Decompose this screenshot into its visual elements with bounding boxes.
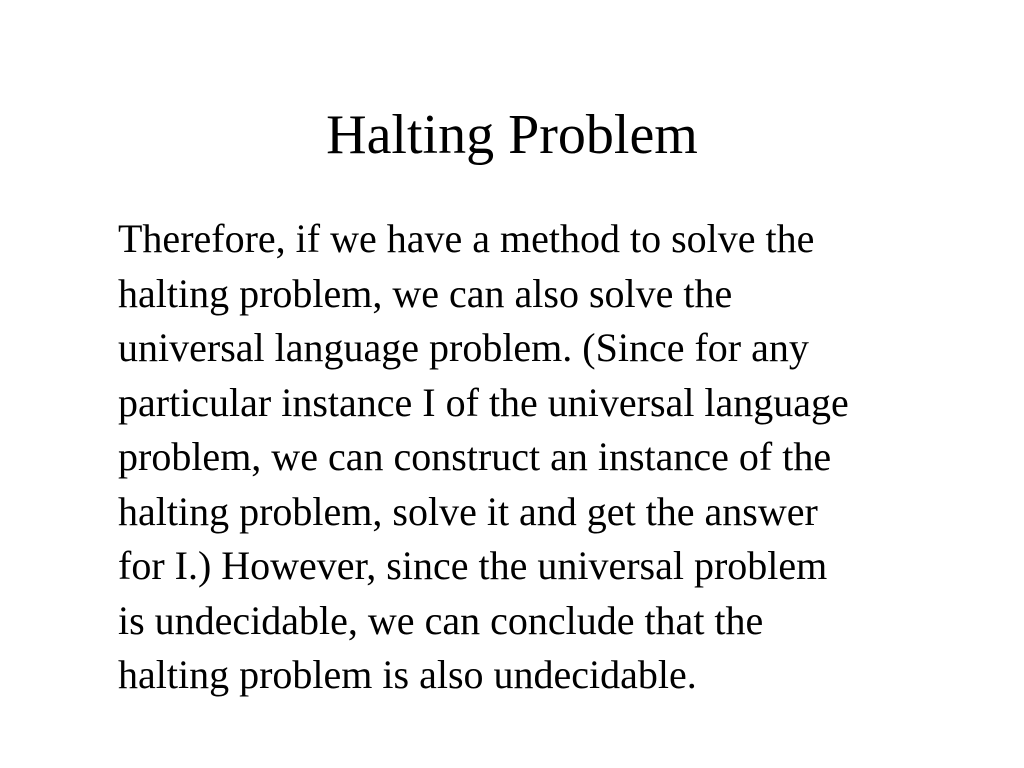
slide-title: Halting Problem bbox=[326, 104, 698, 166]
slide-body-paragraph bbox=[118, 212, 998, 703]
body-line: Therefore, if we have a method to solve the bbox=[118, 216, 815, 261]
body-line: is undecidable, we can conclude that the bbox=[118, 597, 764, 643]
body-line: problem, we can construct an instance of the bbox=[118, 434, 832, 479]
body-line: particular instance I of the universal language bbox=[118, 379, 849, 425]
body-line: halting problem, we can also solve the bbox=[118, 270, 733, 316]
body-line: universal language problem. (Since for any bbox=[118, 325, 809, 370]
body-line: for I.) However, since the universal problem bbox=[118, 543, 828, 588]
body-line: halting problem is also undecidable. bbox=[118, 652, 697, 697]
body-line: halting problem, solve it and get the answer bbox=[118, 488, 818, 534]
